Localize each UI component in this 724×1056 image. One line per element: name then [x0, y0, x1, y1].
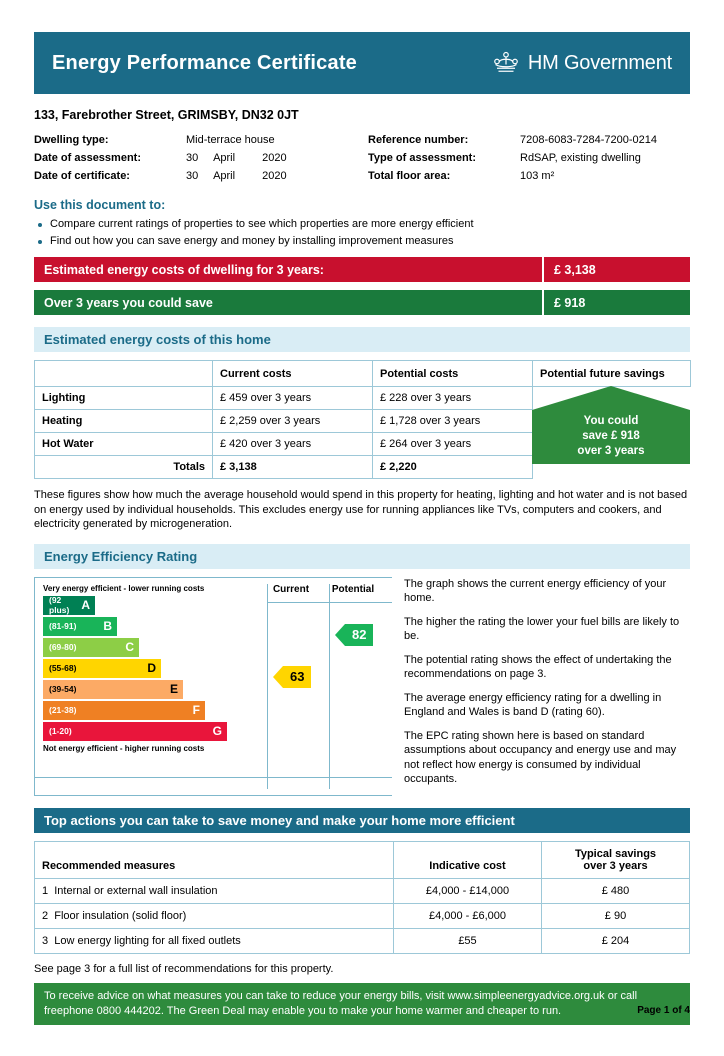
band-range: (69-80) [49, 642, 77, 652]
hotwater-current: £ 420 over 3 years [213, 433, 373, 456]
eer-divider-1 [267, 584, 268, 789]
eer-band-a [43, 596, 384, 615]
eer-potential-pointer [335, 624, 373, 646]
band-range: (1-20) [49, 726, 72, 736]
page-title: Energy Performance Certificate [52, 51, 358, 74]
savings-header-line1: Typical savings [574, 847, 657, 860]
detail-label: Date of certificate: [34, 170, 130, 182]
detail-label: Reference number: [368, 134, 469, 146]
band-bar [43, 701, 205, 720]
eer-band-d [43, 659, 384, 678]
see-page-note: See page 3 for a full list of recommendations for this property. [34, 962, 334, 975]
row-label-lighting: Lighting [35, 387, 213, 410]
details-left-column [34, 132, 362, 186]
band-range: (39-54) [49, 684, 77, 694]
table-row [35, 903, 690, 928]
could-save-value: £ 918 [542, 290, 690, 315]
certificate-year: 2020 [262, 170, 287, 182]
band-bar [43, 659, 161, 678]
detail-date-of-assessment [34, 150, 362, 166]
eer-chart [34, 577, 392, 796]
detail-reference-number [368, 132, 690, 148]
totals-label: Totals [35, 456, 213, 479]
col-header-current-costs: Current costs [213, 361, 373, 387]
col-header-blank [35, 361, 213, 387]
band-range: (81-91) [49, 621, 77, 631]
estimated-costs-banner [34, 257, 690, 282]
eer-column-headers [260, 584, 384, 595]
assessment-day: 30 [186, 152, 199, 164]
table-header-row [35, 841, 690, 878]
heating-current: £ 2,259 over 3 years [213, 410, 373, 433]
action-1 [35, 878, 394, 903]
eer-paragraph: The average energy efficiency rating for a dwelling in England and Wales is band D (rating 60). [404, 691, 662, 718]
savings-line-1: You could [583, 415, 639, 427]
savings-line-2: save £ 918 [582, 430, 640, 442]
detail-label: Dwelling type: [34, 134, 109, 146]
eer-bottom-divider [35, 777, 392, 778]
detail-label: Total floor area: [368, 170, 451, 182]
band-bar [43, 638, 139, 657]
table-header-row [35, 361, 691, 387]
detail-label: Date of assessment: [34, 152, 141, 164]
page-number: Page 1 of 4 [637, 1005, 690, 1016]
detail-value: 7208-6083-7284-7200-0214 [520, 134, 658, 146]
action-2 [35, 903, 394, 928]
details-right-column [362, 132, 690, 186]
action-3 [35, 928, 394, 953]
eer-paragraph: The EPC rating shown here is based on standard assumptions about occupancy and energy use and may not reflect how energy is consumed by individual occupants. [404, 729, 677, 785]
actions-section-title: Top actions you can take to save money and make your home more efficient [34, 808, 690, 833]
hm-government-text: HM Government [527, 51, 672, 74]
certificate-month: April [213, 170, 236, 182]
band-letter: G [212, 724, 222, 738]
list-item: Find out how you can save energy and money by installing improvement measures [34, 234, 690, 249]
band-bar [43, 680, 183, 699]
table-row [35, 928, 690, 953]
certificate-day: 30 [186, 170, 199, 182]
page-header [34, 32, 690, 94]
action-measure: Floor insulation (solid floor) [54, 909, 187, 922]
band-letter: A [81, 598, 90, 612]
could-save-banner [34, 290, 690, 315]
costs-table-wrap [34, 360, 690, 479]
detail-value [186, 150, 362, 166]
action-1-cost: £4,000 - £14,000 [394, 878, 542, 903]
detail-total-floor-area [368, 168, 690, 184]
band-range: (92 plus) [49, 595, 70, 615]
eer-section-title: Energy Efficiency Rating [34, 544, 690, 569]
eer-band-g [43, 722, 384, 741]
action-3-savings: £ 204 [542, 928, 690, 953]
savings-badge-text [532, 410, 690, 464]
totals-potential: £ 2,220 [373, 456, 533, 479]
detail-value: 103 m² [520, 170, 555, 182]
lighting-current: £ 459 over 3 years [213, 387, 373, 410]
band-letter: E [169, 682, 178, 696]
eer-paragraph: The higher the rating the lower your fuel bills are likely to be. [404, 615, 680, 642]
band-letter: D [147, 661, 156, 675]
col-header-potential-savings: Potential future savings [533, 361, 691, 387]
eer-paragraph: The potential rating shows the effect of undertaking the recommendations on page 3. [404, 653, 672, 680]
band-bar [43, 722, 227, 741]
costs-section-title: Estimated energy costs of this home [34, 327, 690, 352]
col-header-indicative-cost: Indicative cost [394, 841, 542, 878]
use-document-title: Use this document to: [34, 198, 166, 212]
eer-paragraph: The graph shows the current energy efficiency of your home. [404, 577, 667, 604]
lighting-potential: £ 228 over 3 years [373, 387, 533, 410]
action-2-savings: £ 90 [542, 903, 690, 928]
band-letter: F [192, 703, 200, 717]
col-header-potential-costs: Potential costs [373, 361, 533, 387]
hotwater-potential: £ 264 over 3 years [373, 433, 533, 456]
detail-date-of-certificate [34, 168, 362, 184]
actions-table [34, 841, 690, 954]
crown-icon [491, 50, 521, 76]
eer-band-c [43, 638, 384, 657]
property-address: 133, Farebrother Street, GRIMSBY, DN32 0JT [34, 108, 299, 122]
pointer-arrow-icon [273, 666, 283, 688]
col-header-typical-savings [542, 841, 690, 878]
detail-value [186, 168, 362, 184]
estimated-costs-label: Estimated energy costs of dwelling for 3 years: [44, 262, 324, 277]
detail-dwelling-type [34, 132, 362, 148]
detail-value: Mid-terrace house [186, 134, 275, 146]
advice-banner: To receive advice on what measures you can take to reduce your energy bills, visit www.simpleenergyadvice.org.uk or call freephone 0800 444202. The Green Deal may enable you to make your home warmer and cheaper to run. [34, 983, 690, 1025]
band-range: (55-68) [49, 663, 77, 673]
eer-band-e [43, 680, 384, 699]
eer-current-value: 63 [283, 666, 311, 688]
col-header-measures: Recommended measures [35, 841, 394, 878]
action-3-cost: £55 [394, 928, 542, 953]
band-range: (21-38) [49, 705, 77, 715]
eer-band-f [43, 701, 384, 720]
estimated-costs-value: £ 3,138 [542, 257, 690, 282]
savings-line-3: over 3 years [577, 445, 645, 457]
savings-badge [532, 386, 690, 464]
list-item: Compare current ratings of properties to see which properties are more energy efficient [34, 217, 690, 232]
eer-explanation [392, 577, 690, 796]
eer-top-note: Very energy efficient - lower running costs [43, 583, 205, 593]
eer-potential-value: 82 [345, 624, 373, 646]
property-details [34, 132, 690, 186]
detail-type-of-assessment [368, 150, 690, 166]
detail-value: RdSAP, existing dwelling [520, 152, 641, 164]
action-2-cost: £4,000 - £6,000 [394, 903, 542, 928]
arrow-head-icon [532, 386, 690, 410]
action-measure: Internal or external wall insulation [54, 884, 218, 897]
eer-col-current: Current [272, 583, 310, 595]
eer-bottom-note: Not energy efficient - higher running costs [43, 743, 205, 753]
epc-page [0, 32, 724, 1056]
action-1-savings: £ 480 [542, 878, 690, 903]
action-number: 3 [42, 934, 49, 947]
assessment-year: 2020 [262, 152, 287, 164]
band-bar [43, 596, 95, 615]
action-number: 1 [42, 884, 49, 897]
totals-current: £ 3,138 [213, 456, 373, 479]
eer-col-potential: Potential [331, 583, 375, 595]
savings-header-line2: over 3 years [583, 859, 648, 872]
table-row [35, 878, 690, 903]
eer-band-b [43, 617, 384, 636]
eer-block [34, 577, 690, 796]
eer-divider-2 [329, 584, 330, 789]
heating-potential: £ 1,728 over 3 years [373, 410, 533, 433]
band-bar [43, 617, 117, 636]
row-label-hot-water: Hot Water [35, 433, 213, 456]
band-letter: B [103, 619, 112, 633]
hm-government-logo [491, 50, 672, 76]
action-measure: Low energy lighting for all fixed outlets [54, 934, 241, 947]
use-document-list [34, 217, 690, 249]
band-letter: C [125, 640, 134, 654]
eer-current-pointer [273, 666, 311, 688]
costs-note: These figures show how much the average household would spend in this property for heating, lighting and hot water and is not based on energy used by individual households. This excludes energy use for running appliances like TVs, computers and cookers, and electricity generated by microgeneration. [34, 489, 688, 530]
action-number: 2 [42, 909, 49, 922]
pointer-arrow-icon [335, 624, 345, 646]
detail-label: Type of assessment: [368, 152, 477, 164]
row-label-heating: Heating [35, 410, 213, 433]
could-save-label: Over 3 years you could save [44, 295, 213, 310]
assessment-month: April [213, 152, 236, 164]
